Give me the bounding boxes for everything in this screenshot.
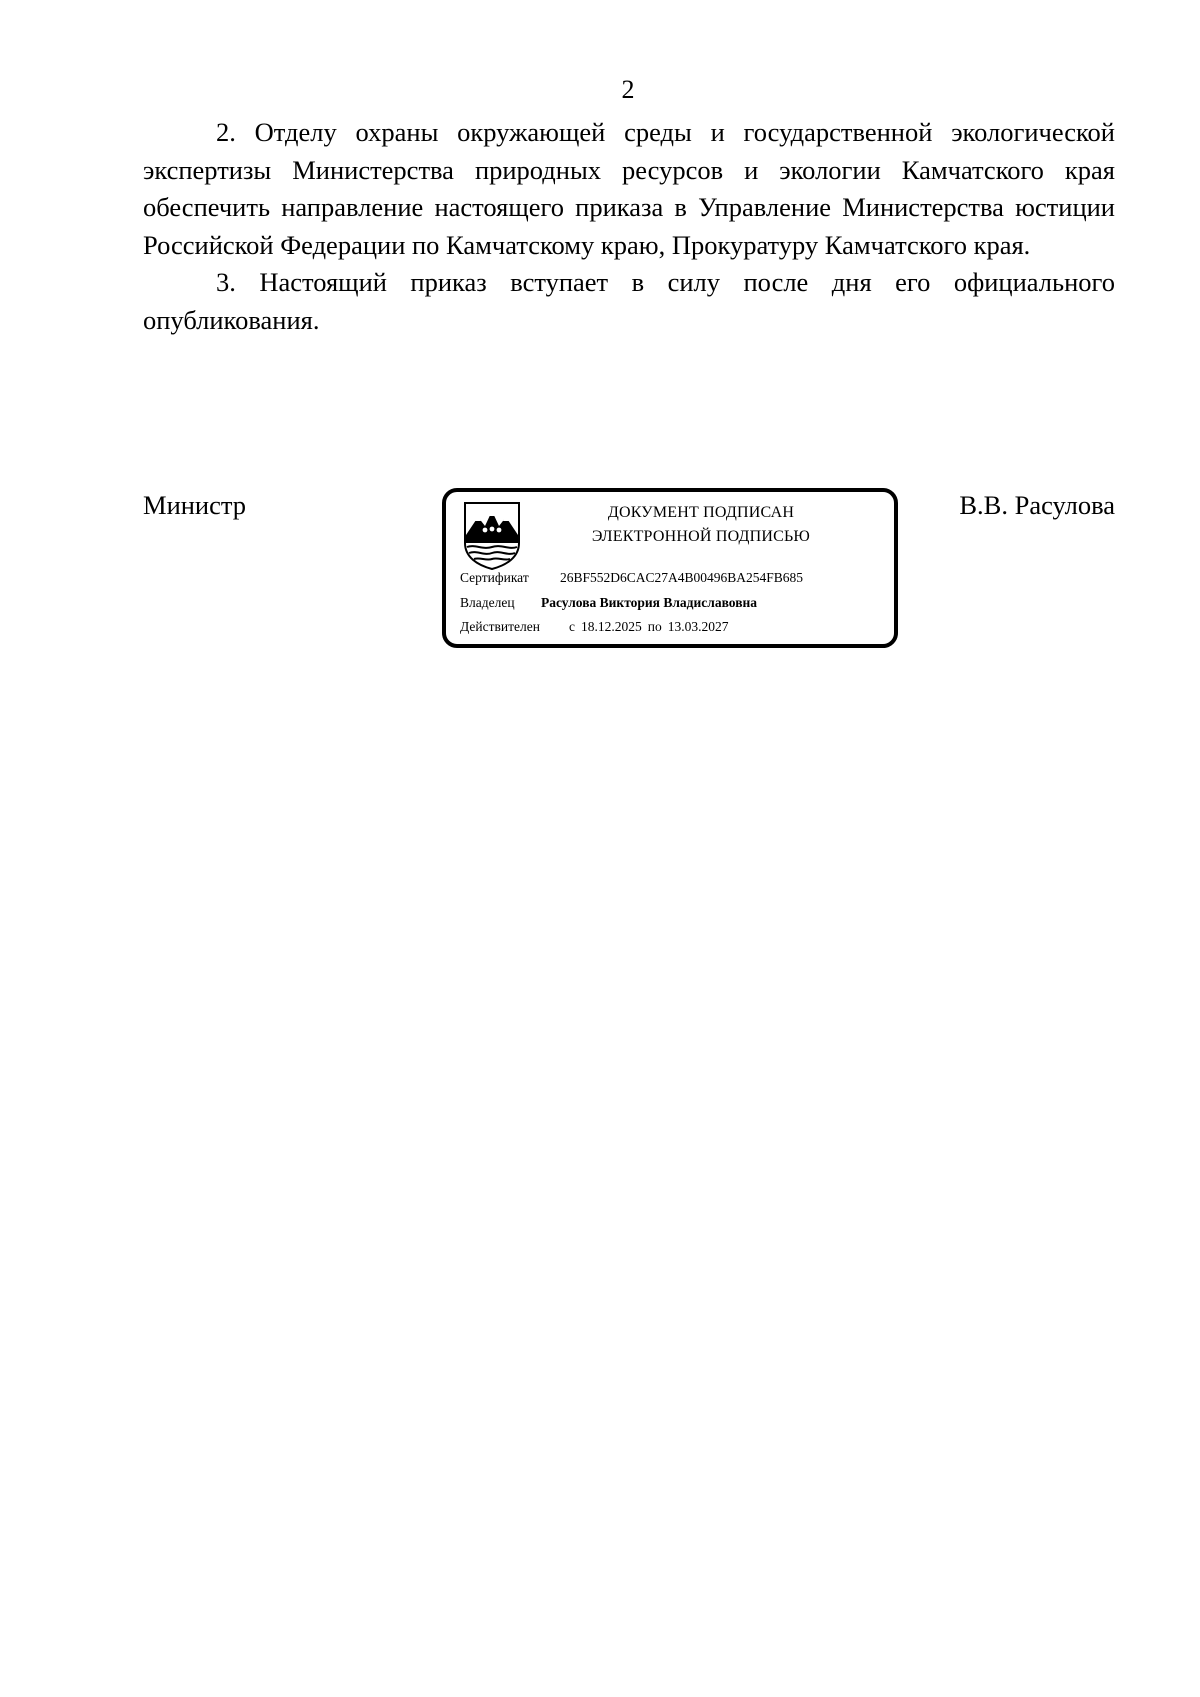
signatory-name: В.В. Расулова xyxy=(959,490,1115,520)
certificate-value: 26BF552D6CAC27A4B00496BA254FB685 xyxy=(560,570,804,585)
stamp-heading-line-2: ЭЛЕКТРОННОЙ ПОДПИСЬЮ xyxy=(591,528,811,545)
document-body xyxy=(143,114,1115,339)
validity-row xyxy=(460,618,728,636)
owner-value: Расулова Виктория Владиславовна xyxy=(541,595,758,610)
certificate-label: Сертификат xyxy=(460,570,529,585)
owner-label: Владелец xyxy=(460,595,515,610)
paragraph-3: 3. Настоящий приказ вступает в силу после дня его официального опубликования. xyxy=(143,267,1115,335)
validity-from-date: 18.12.2025 xyxy=(581,619,642,634)
validity-label: Действителен xyxy=(460,619,540,634)
electronic-signature-stamp xyxy=(442,488,898,648)
signatory-title: Министр xyxy=(143,490,247,520)
paragraph-2: 2. Отделу охраны окружающей среды и государственной экологической экспертизы Министерства природных ресурсов и экологии Камчатского края обеспечить направление настоящего приказа в Управление Министерства юстиции Российской Федерации по Камчатскому краю, Прокуратуру Камчатского края. xyxy=(143,117,1115,260)
validity-from-prefix: с xyxy=(569,619,575,634)
kamchatka-coat-of-arms-icon xyxy=(461,499,523,571)
owner-row xyxy=(460,594,757,612)
stamp-heading xyxy=(536,501,866,549)
certificate-row xyxy=(460,569,803,587)
validity-to-prefix: по xyxy=(647,619,662,634)
page-number: 2 xyxy=(621,75,635,104)
stamp-heading-line-1: ДОКУМЕНТ ПОДПИСАН xyxy=(607,504,795,521)
validity-to-date: 13.03.2027 xyxy=(667,619,729,634)
